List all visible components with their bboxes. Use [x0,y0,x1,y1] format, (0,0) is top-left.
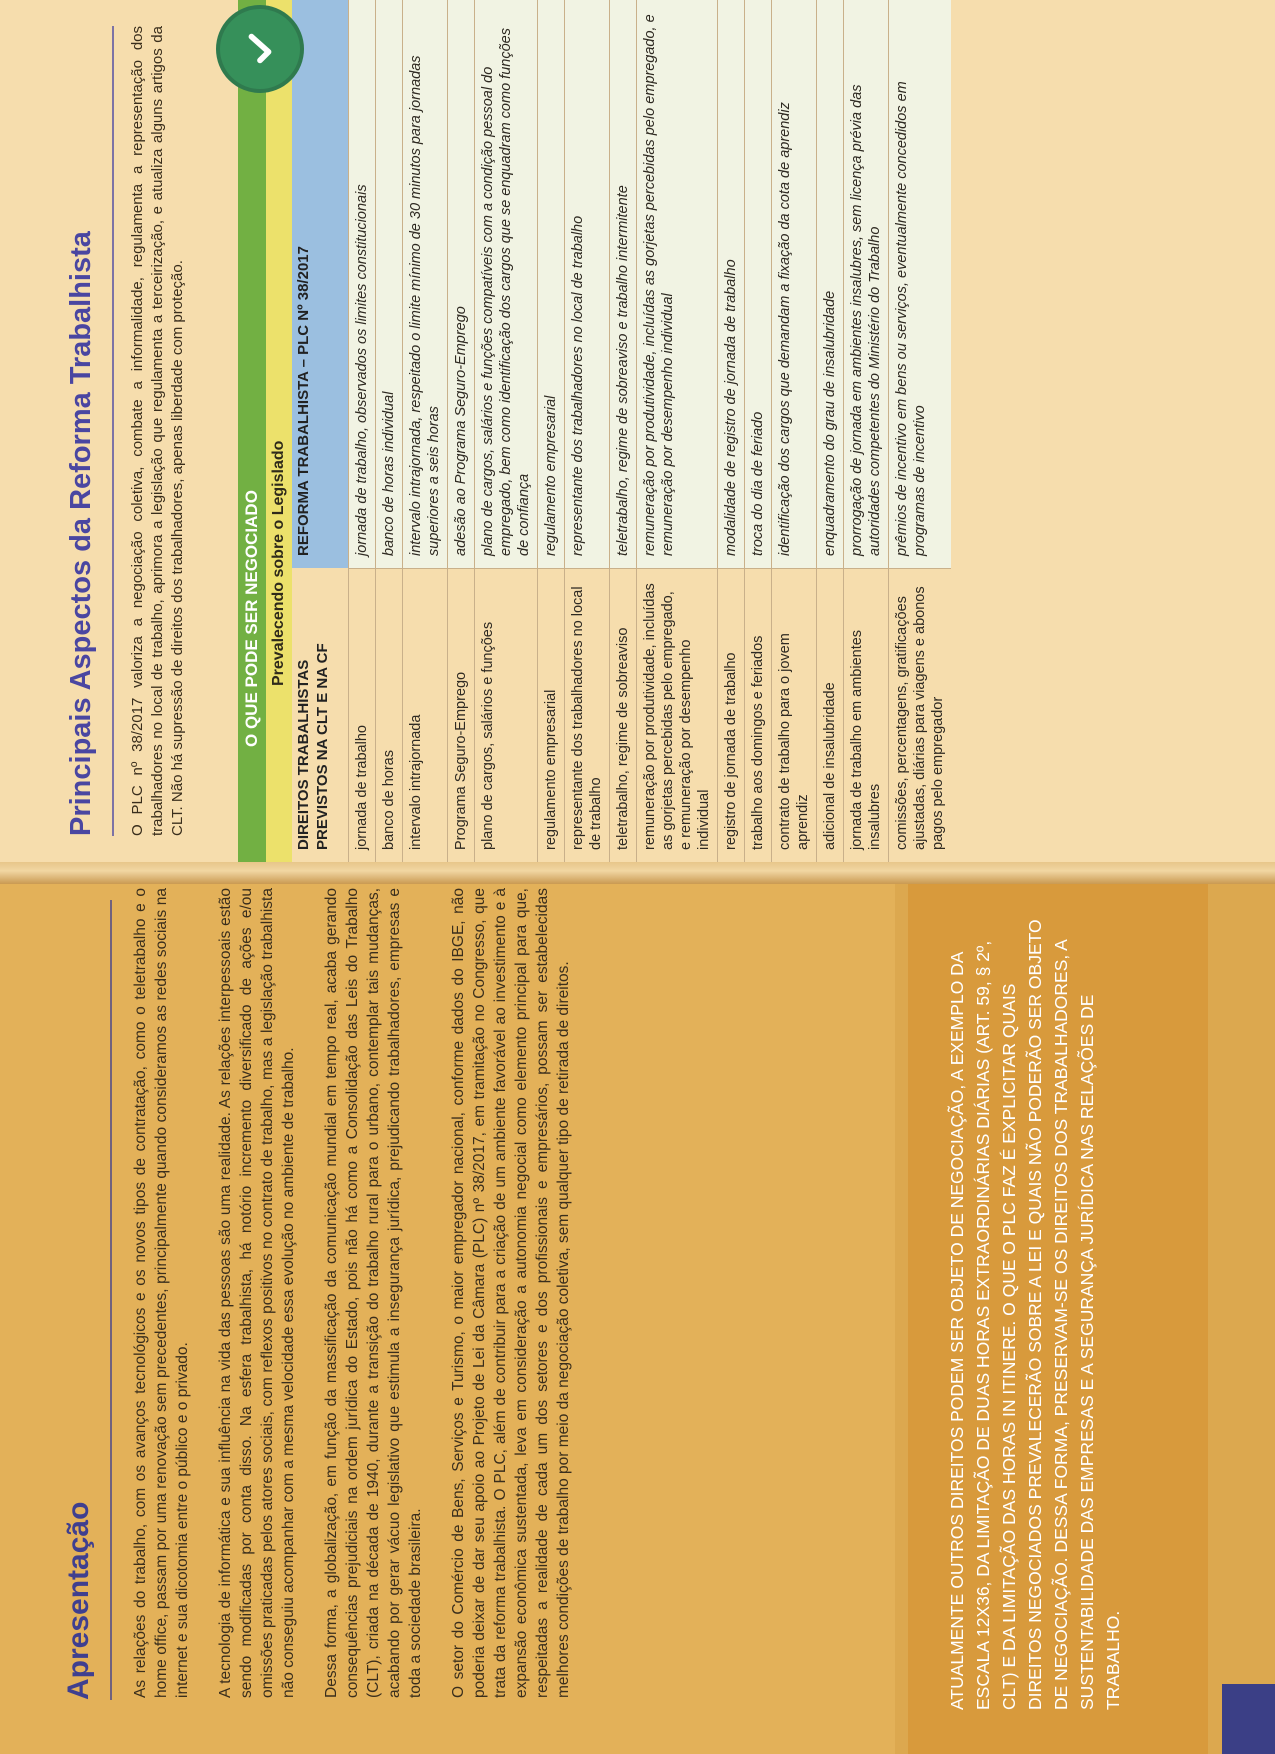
title-divider [112,26,114,836]
clt-right-cell: trabalho aos domingos e feriados [745,568,771,862]
table-row [843,0,888,862]
checkmark-icon [241,30,279,68]
plc-provision-cell: teletrabalho, regime de sobreaviso e trabalho intermitente [610,0,636,568]
aspectos-title: Principais Aspectos da Reforma Trabalhista [65,231,97,836]
apresentacao-title: Apresentação [62,1501,95,1700]
plc-provision-cell: jornada de trabalho, observados os limites constitucionais [349,0,375,568]
paragraph: O setor do Comércio de Bens, Serviços e Turismo, o maior empregador nacional, conforme dados do IBGE, não poderia deixar de dar seu apoio ao Projeto de Lei da Câmara (PLC) nº 38/2017, em tramitação no Congresso, que trata da reforma trabalhista. O PLC, além de contribuir para a criação de um ambiente favorável ao investimento e à expansão econômica sustentada, leva em consideração a autonomia negocial como elemento principal para que, respeitadas a realidade de cada um dos setores e dos profissionais e empresários, possam ser estabelecidas melhores condições de trabalho por meio da negociação coletiva, sem qualquer tipo de retirada de direitos. [450,888,572,1698]
checkmark-badge-icon [216,5,304,93]
table-row [888,0,951,862]
aspectos-intro: O PLC nº 38/2017 valoriza a negociação coletiva, combate a informalidade, regulamenta a representação dos trabalhadores no local de trabalho, aprimora a legislação que regulamenta a terceirização, e atualiza alguns artigos da CLT. Não há supressão de direitos dos trabalhadores, apenas liberdade com proteção. [129,26,186,836]
plc-provision-cell: intervalo intrajornada, respeitado o limite mínimo de 30 minutos para jornadas superiores a seis horas [403,0,447,568]
table-row [816,0,843,862]
aspectos-panel [0,0,1275,862]
clt-right-cell: regulamento empresarial [538,568,564,862]
plc-provision-cell: banco de horas individual [376,0,402,568]
table-row [564,0,609,862]
clt-right-cell: representante dos trabalhadores no local de trabalho [565,568,609,862]
table-row [375,0,402,862]
table-subbanner: Prevalecendo sobre o Legislado [266,0,292,862]
plc-provision-cell: troca do dia de feriado [745,0,771,568]
table-body [348,0,951,862]
clt-right-cell: plano de cargos, salários e funções [475,568,537,862]
plc-provision-cell: prêmios de incentivo em bens ou serviços, eventualmente concedidos em programas de incentivo [889,0,951,568]
table-row [447,0,474,862]
clt-right-cell: Programa Seguro-Emprego [448,568,474,862]
title-divider [110,900,112,1700]
column-header-plc: REFORMA TRABALHISTA – PLC Nº 38/2017 [292,0,348,568]
table-row [744,0,771,862]
plc-provision-cell: enquadramento do grau de insalubridade [817,0,843,568]
plc-provision-cell: adesão ao Programa Seguro-Emprego [448,0,474,568]
plc-provision-cell: representante dos trabalhadores no local de trabalho [565,0,609,568]
table-banner: O QUE PODE SER NEGOCIADO [238,0,266,862]
table-row [348,0,375,862]
clt-right-cell: adicional de insalubridade [817,568,843,862]
clt-right-cell: banco de horas [376,568,402,862]
table-row [717,0,744,862]
paragraph: A tecnologia de informática e sua influência na vida das pessoas são uma realidade. As relações interpessoais estão sendo modificadas por conta disso. Na esfera trabalhista, há notório incremento diversificado de ações e/ou omissões praticadas pelos atores sociais, com reflexos positivos no contrato de trabalho, mas a legislação trabalhista não conseguiu acompanhar com a mesma velocidade essa evolução no ambiente de trabalho. [217,888,297,1698]
plc-provision-cell: prorrogação de jornada em ambientes insalubres, sem licença prévia das autoridades competentes do Ministério do Trabalho [844,0,888,568]
table-row [474,0,537,862]
table-row [537,0,564,862]
page-fold [0,862,1275,884]
paragraph: As relações do trabalho, com os avanços tecnológicos e os novos tipos de contratação, como o teletrabalho e o home office, passam por uma renovação sem precedentes, principalmente quando consideramos as redes sociais na internet e sua dicotomia entre o público e o privado. [132,888,191,1698]
clt-right-cell: intervalo intrajornada [403,568,447,862]
clt-right-cell: registro de jornada de trabalho [718,568,744,862]
clt-right-cell: remuneração por produtividade, incluídas as gorjetas percebidas pelo empregado, e remuneração por desempenho individual [637,568,717,862]
callout-text: ATUALMENTE OUTROS DIREITOS PODEM SER OBJETO DE NEGOCIAÇÃO, A EXEMPLO DA ESCALA 12X36, DA LIMITAÇÃO DE DUAS HORAS EXTRAORDINÁRIAS DIÁRIAS (ART. 59, § 2º, CLT) E DA LIMITAÇÃO DAS HORAS IN ITINERE. O QUE O PLC FAZ É EXPLICITAR QUAIS DIREITOS NEGOCIADOS PREVALECERÃO SOBRE A LEI E QUAIS NÃO PODERÃO SER OBJETO DE NEGOCIAÇÃO. DESSA FORMA, PRESERVAM-SE OS DIREITOS DOS TRABALHADORES, A SUSTENTABILIDADE DAS EMPRESAS E A SEGURANÇA JURÍDICA NAS RELAÇÕES DE TRABALHO. [947,919,1123,1710]
clt-right-cell: contrato de trabalho para o jovem aprendiz [772,568,816,862]
plc-provision-cell: regulamento empresarial [538,0,564,568]
decorative-block [1222,1684,1275,1754]
table-header [292,0,348,862]
clt-right-cell: jornada de trabalho [349,568,375,862]
plc-provision-cell: identificação dos cargos que demandam a fixação da cota de aprendiz [772,0,816,568]
table-row [771,0,816,862]
table-row [402,0,447,862]
plc-provision-cell: remuneração por produtividade, incluídas as gorjetas percebidas pelo empregado, e remuneração por desempenho individual [637,0,717,568]
table-row [609,0,636,862]
paragraph: Dessa forma, a globalização, em função da massificação da comunicação mundial em tempo real, acaba gerando consequências prejudiciais na ordem jurídica do Estado, pois não há como a Consolidação das Leis do Trabalho (CLT), criada na década de 1940, durante a transição do trabalho rural para o urbano, contemplar tais mudanças, acabando por gerar vácuo legislativo que estimula a insegurança jurídica, prejudicando trabalhadores, empresas e toda a sociedade brasileira. [323,888,424,1698]
table-row [636,0,717,862]
plc-provision-cell: modalidade de registro de jornada de trabalho [718,0,744,568]
plc-provision-cell: plano de cargos, salários e funções compatíveis com a condição pessoal do empregado, bem como identificação dos cargos que se enquadram como funções de confiança [475,0,537,568]
negotiation-table [238,0,951,862]
apresentacao-panel [0,884,1275,1754]
callout-box [908,884,1208,1754]
apresentacao-text [130,888,596,1698]
clt-right-cell: comissões, percentagens, gratificações ajustadas, diárias para viagens e abonos pagos pelo empregador [889,568,951,862]
clt-right-cell: jornada de trabalho em ambientes insalubres [844,568,888,862]
column-header-clt: DIREITOS TRABALHISTAS PREVISTOS NA CLT E NA CF [292,568,348,862]
clt-right-cell: teletrabalho, regime de sobreaviso [610,568,636,862]
